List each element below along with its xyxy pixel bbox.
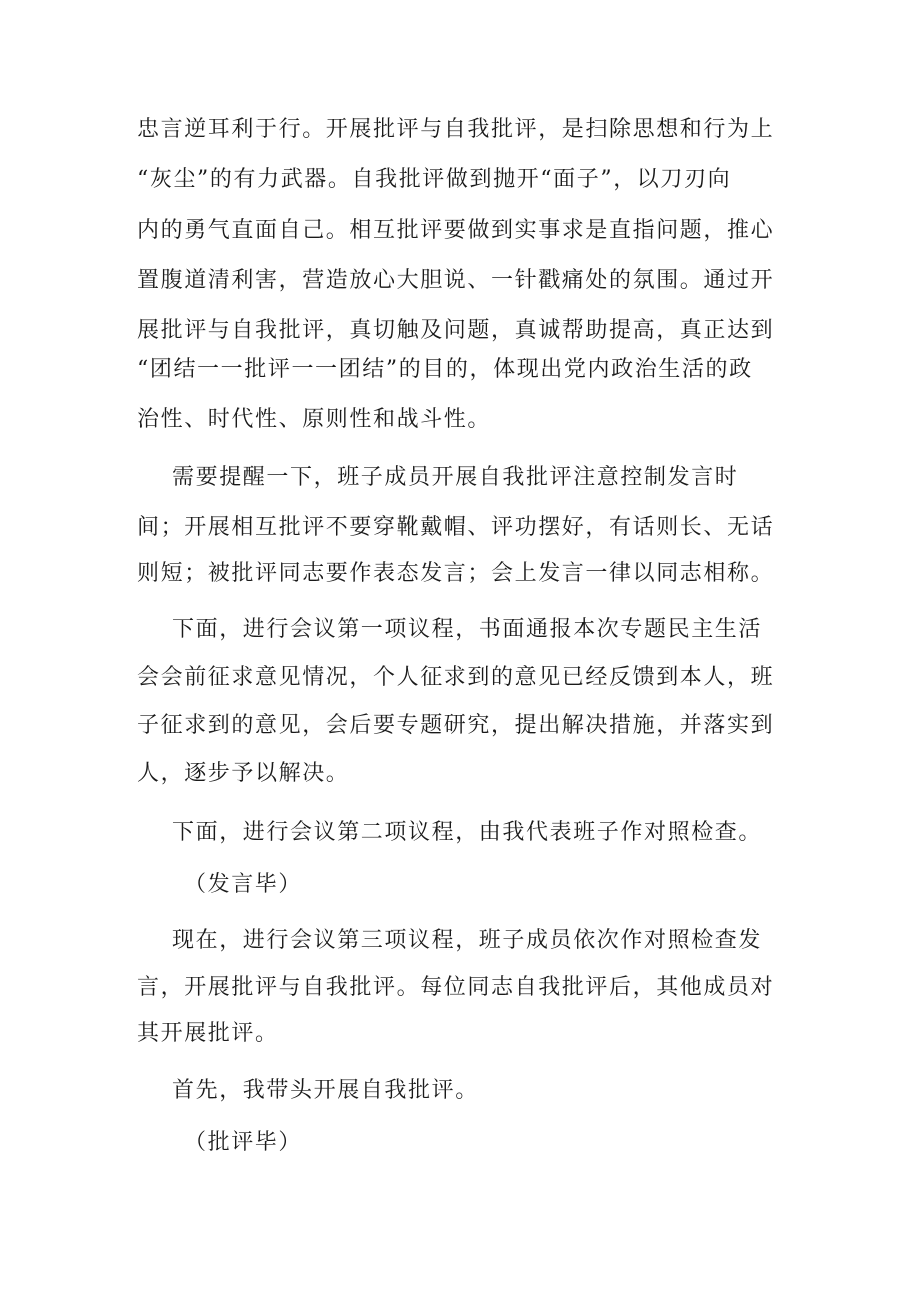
paragraph-1-line-5: 展批评与自我批评，真切触及问题，真诚帮助提高，真正达到 — [137, 318, 775, 343]
paragraph-5-line-1: （发言毕） — [184, 872, 303, 897]
paragraph-6-line-1: 现在，进行会议第三项议程，班子成员依次作对照检查发 — [172, 928, 763, 953]
paragraph-3-line-1: 下面，进行会议第一项议程，书面通报本次专题民主生活 — [172, 617, 763, 642]
paragraph-1-line-7: 治性、时代性、原则性和战斗性。 — [137, 407, 492, 432]
paragraph-2-line-1: 需要提醒一下，班子成员开展自我批评注意控制发言时 — [172, 465, 739, 490]
paragraph-1-line-1: 忠言逆耳利于行。开展批评与自我批评，是扫除思想和行为上 — [137, 117, 775, 142]
paragraph-4-line-1: 下面，进行会议第二项议程，由我代表班子作对照检查。 — [172, 820, 763, 845]
paragraph-6-line-3: 其开展批评。 — [137, 1021, 279, 1046]
paragraph-2-line-3: 则短；被批评同志要作表态发言；会上发言一律以同志相称。 — [137, 561, 775, 586]
paragraph-2-line-2: 间；开展相互批评不要穿靴戴帽、评功摆好，有话则长、无话 — [137, 515, 775, 540]
paragraph-1-line-4: 置腹道清利害，营造放心大胆说、一针戳痛处的氛围。通过开 — [137, 268, 775, 293]
paragraph-1-line-3: 内的勇气直面自己。相互批评要做到实事求是直指问题，推心 — [137, 218, 775, 243]
paragraph-3-line-2: 会会前征求意见情况，个人征求到的意见已经反馈到本人，班 — [137, 665, 775, 690]
paragraph-1-line-2: “灰尘”的有力武器。自我批评做到抛开“面子”，以刀刃向 — [137, 167, 732, 192]
paragraph-6-line-2: 言，开展批评与自我批评。每位同志自我批评后，其他成员对 — [137, 975, 775, 1000]
paragraph-8-line-1: （批评毕） — [184, 1130, 303, 1155]
paragraph-7-line-1: 首先，我带头开展自我批评。 — [172, 1078, 479, 1103]
paragraph-3-line-3: 子征求到的意见，会后要专题研究，提出解决措施，并落实到 — [137, 713, 775, 738]
paragraph-3-line-4: 人，逐步予以解决。 — [137, 761, 350, 786]
paragraph-1-line-6: “团结一一批评一一团结”的目的，体现出党内政治生活的政 — [137, 357, 753, 382]
